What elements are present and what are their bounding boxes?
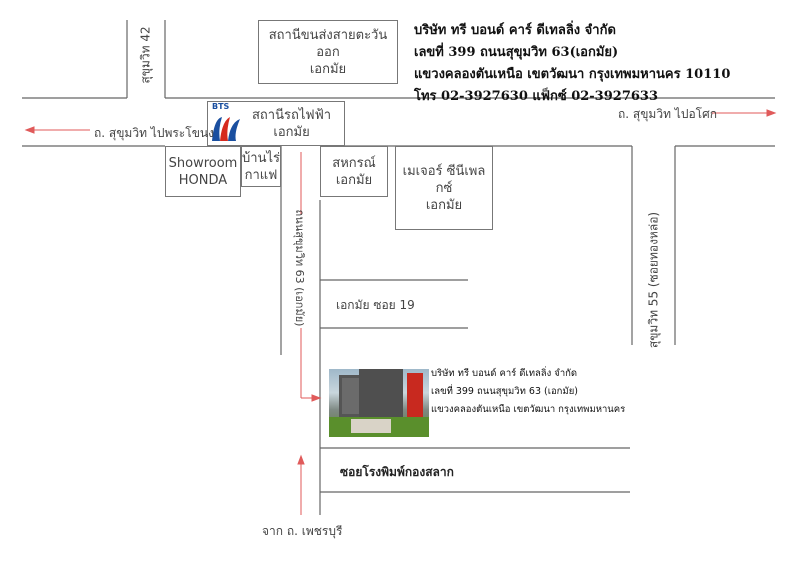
company-name: บริษัท ทรี บอนด์ คาร์ ดีเทลลิ่ง จำกัด xyxy=(414,23,616,38)
sukhumvit-63-label: ถนนสุขุมวิท 63 (เอกมัย) xyxy=(293,209,306,327)
direction-arrow-east xyxy=(712,110,775,116)
ekkamai-soi-19-label: เอกมัย ซอย 19 xyxy=(336,298,415,312)
showroom-honda-label: Showroom HONDA xyxy=(168,155,238,188)
ban-rai-cafe-box xyxy=(241,146,281,187)
photo-caption-line-3: แขวงคลองตันเหนือ เขตวัฒนา กรุงเทพมหานคร xyxy=(431,404,626,415)
bus-terminal-label: สถานีขนส่งสายตะวันออก เอกมัย xyxy=(268,27,388,77)
sukhumvit-55-label: สุขุมวิท 55 (ซอยทองหล่อ) xyxy=(646,211,661,349)
direction-arrow-north xyxy=(298,456,304,515)
bus-terminal-box xyxy=(258,20,398,84)
direction-arrow-west xyxy=(26,127,90,133)
major-cineplex-box xyxy=(395,146,493,230)
company-address-1: เลขที่ 399 ถนนสุขุมวิท 63(เอกมัย) xyxy=(414,45,619,60)
ban-rai-cafe-label: บ้านไร่ กาแฟ xyxy=(242,150,280,183)
showroom-honda-box xyxy=(165,146,241,197)
major-cineplex-label: เมเจอร์ ซีนีเพลกซ์ เอกมัย xyxy=(402,163,486,213)
soi-printing-label: ซอยโรงพิมพ์กองสลาก xyxy=(340,465,454,479)
photo-caption-line-1: บริษัท ทรี บอนด์ คาร์ ดีเทลลิ่ง จำกัด xyxy=(431,368,578,379)
company-phone: โทร 02-3927630 แฟ็กซ์ 02-3927633 xyxy=(414,89,658,104)
to-phra-khanong-label: ถ. สุขุมวิท ไปพระโขนง xyxy=(94,126,214,140)
cooperative-box xyxy=(320,146,388,197)
photo-caption-line-2: เลขที่ 399 ถนนสุขุมวิท 63 (เอกมัย) xyxy=(431,386,578,397)
bts-logo-text: BTS xyxy=(212,102,230,111)
bts-station-label: สถานีรถไฟฟ้า เอกมัย xyxy=(252,107,332,140)
cooperative-label: สหกรณ์ เอกมัย xyxy=(332,155,376,188)
sukhumvit-42-label: สุขุมวิท 42 xyxy=(138,26,153,84)
from-phetchaburi-label: จาก ถ. เพชรบุรี xyxy=(262,524,343,538)
company-building-photo xyxy=(329,369,429,437)
to-ploenchit-label: ถ. สุขุมวิท ไปอโศก xyxy=(618,107,717,121)
company-header xyxy=(414,20,730,108)
company-address-2: แขวงคลองตันเหนือ เขตวัฒนา กรุงเทพมหานคร 10110 xyxy=(414,67,731,82)
photo-caption xyxy=(431,365,625,419)
